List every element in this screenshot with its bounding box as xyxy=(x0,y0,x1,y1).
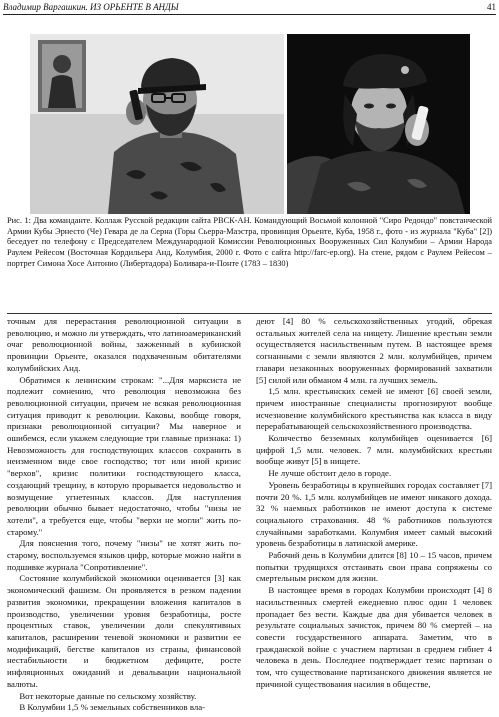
running-header xyxy=(3,2,496,14)
photo-raul-reyes-image xyxy=(30,34,284,214)
paragraph: В настоящее время в городах Колумбии происходят [4] 8 насильственных смертей ежедневно плюс один 1 человек пропадает без вести. Каждые два дня убивается человек в результате социальных зачисток, причем 80 % смертей – на совести государственного аппарата. Заметим, что в гражданской войне с участием партизан в среднем гибнет 4 человека в день. Последнее подтверждает тезис партизан о том, что существование партизанского движения является не причиной существования насилия в обществе, xyxy=(256,585,492,689)
paragraph: 1,5 млн. крестьянских семей не имеют [6] своей земли, причем иностранные специалисты прогнозируют вообще исчезновение колумбийского крестьянства как класса в виду перерабатывающей сельскохозяйственного производства. xyxy=(256,386,492,432)
page-number: 41 xyxy=(487,2,496,12)
running-title: Владимир Варгашкин. ИЗ ОРЬЕНТЕ В АНДЫ xyxy=(3,2,179,12)
photo-raul-reyes xyxy=(30,34,284,214)
photo-che-guevara-image xyxy=(287,34,470,214)
paragraph: деют [4] 80 % сельскохозяйственных угодий, обрекая остальных жителей села на нищету. Лишение крестьян земли осуществляется насильственным путем. В настоящее время согнанными с земли являются 2 млн. колумбийцев, причем главари незаконных вооруженных формирований захватили [5] силой или обманом 4 млн. га лучших земель. xyxy=(256,316,492,385)
paragraph: Не лучше обстоит дело в городе. xyxy=(268,468,392,479)
paragraph: Количество безземных колумбийцев оценивается [6] цифрой 1,5 млн. человек. 7 млн. колумбийских крестьян вообще живут [5] в нищете. xyxy=(256,433,492,467)
header-rule xyxy=(3,14,496,15)
paragraph: точным для перерастания революционной ситуации в революцию, и можно ли утверждать, что латиноамериканский очаг революционной войны, зажженный в кубинской провинции Орьенте, оказался подхваченным обитателями колумбийских Анд. xyxy=(7,316,241,373)
paragraph: В Колумбии 1,5 % земельных собственников вла- xyxy=(19,702,206,713)
paragraph: Рабочий день в Колумбии длится [8] 10 – 15 часов, причем попытки трудящихся отстаивать свои права сопряжены со смертельным риском для жизни. xyxy=(256,550,492,584)
left-column xyxy=(7,316,241,714)
paragraph: Обратимся к ленинским строкам: "...Для марксиста не подлежит сомнению, что революция невозможна без революционной ситуации, причем не всякая революционная ситуация приводит к революции. Каковы, вообще говоря, признаки революционной ситуации? Мы наверное и ошибемся, если укажем следующие три главные признака: 1) Невозможность для господствующих классов сохранить в неизменном виде свое господство; тот или иной кризис "верхов", кризис политики господствующего класса, создающий трещину, в которую прорывается недовольство и возмущение угнетенных классов. Для наступления революции обычно бывает недостаточно, чтобы "низы не хотели", а требуется еще, чтобы "верхи не могли" жить по-старому." xyxy=(7,374,241,537)
paragraph: Вот некоторые данные по сельскому хозяйству. xyxy=(19,690,197,701)
right-column xyxy=(256,316,492,714)
photo-che-guevara xyxy=(287,34,470,214)
paragraph: Для пояснения того, почему "низы" не хотят жить по-старому, воспользуемся языков цифр, которые можно найти в подшивке журнала "Сопротивление". xyxy=(7,538,241,572)
caption-separator xyxy=(7,313,492,314)
figure-caption: Рис. 1: Два команданте. Коллаж Русской редакции сайта РВСК-АН. Командующий Восьмой колонной "Сиро Редондо" повстанческой Армии Кубы Эрнесто (Че) Гевара де ла Серна (Горы Сьерра-Маэстра, провинция Орьенте, Куба, 1958 г., фото - из журнала "Куба" [2]) беседует по телефону с Председателем Международной Комиссии Революционных Вооруженных Сил Колумбии – Армии Народа Раулем Рейесом (Восточная Кордильера Анд, Колумбия, 2000 г. Фото с сайта http://farc-ep.org). На стене, рядом с Раулем Рейесом – портрет Симона Хосе Антонио (Либертадора) Боливара-и-Понте (1783 – 1830) xyxy=(7,216,492,268)
paragraph: Состояние колумбийской экономики оценивается [3] как экономический фашизм. Он проявляется в резком падении развития экономики, прекращении вложения капиталов в производство, увеличении уровня безработицы, росте процентных ставок, увеличении доли спекулятивных капиталов, расширении теневой экономики и развитии ее модификаций, бегстве капиталов из страны, финансовой нестабильности и бюджетном дефиците, росте инфляционных ожиданий и девальвации национальной валюты. xyxy=(7,573,241,689)
paragraph: Уровень безработицы в крупнейших городах составляет [7] почти 20 %. 1,5 млн. колумбийцев не имеют никакого дохода. 32 % наемных работников не имеют доступа к системе социального страхования. 48 % работников пользуются случайными заработками. Колумбия имеет самый высокий уровень безработицы в латинской америке. xyxy=(256,479,492,549)
